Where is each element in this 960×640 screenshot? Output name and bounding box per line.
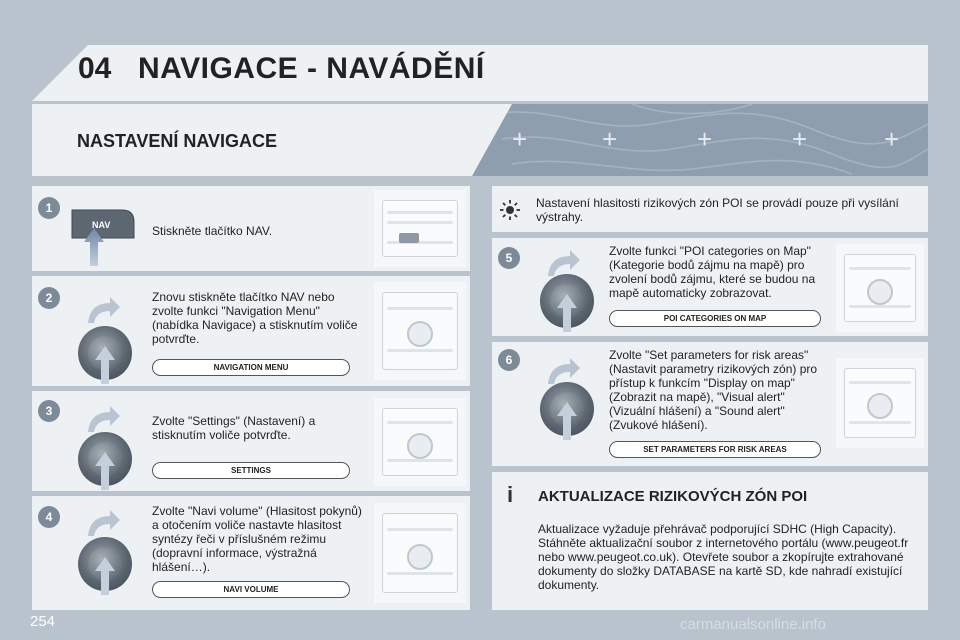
- press-arrow-icon: [84, 228, 104, 266]
- step-number-badge: 5: [498, 247, 520, 269]
- radio-panel-line: [387, 421, 453, 424]
- step-2-text: Znovu stiskněte tlačítko NAV nebo zvolte funkci "Navigation Menu" (nabídka Navigace) a stisknutím voliče potvrďte.: [152, 290, 358, 346]
- page-number: 254: [30, 613, 56, 630]
- radio-knob-thumbnail: [407, 433, 433, 459]
- radio-panel-line: [387, 211, 453, 214]
- radio-knob-thumbnail: [407, 321, 433, 347]
- nav-button-label: NAV: [92, 220, 111, 230]
- radio-panel-thumbnail: [374, 282, 466, 380]
- radio-panel-line: [387, 241, 453, 244]
- radio-panel-thumbnail: [374, 190, 466, 267]
- step-number-badge: 2: [38, 287, 60, 309]
- step-3-text: Zvolte "Settings" (Nastavení) a stisknutím voliče potvrďte.: [152, 414, 316, 442]
- radio-panel-thumbnail: [374, 503, 466, 603]
- step-4-text: Zvolte "Navi volume" (Hlasitost pokynů) a otočením voliče nastavte hlasitost syntézy řeči v příslušném režimu (dopravní informace, výstražná hlášení…).: [152, 504, 362, 574]
- plus-decoration: +: [602, 124, 618, 154]
- page-title: NAVIGACE - NAVÁDĚNÍ: [138, 52, 485, 85]
- radio-panel-frame: [844, 254, 916, 322]
- radio-knob-thumbnail: [867, 279, 893, 305]
- radio-panel-line: [387, 349, 453, 352]
- info-title: AKTUALIZACE RIZIKOVÝCH ZÓN POI: [538, 488, 808, 505]
- radio-panel-thumbnail: [836, 244, 924, 332]
- radio-panel-frame: [382, 513, 458, 593]
- menu-label-settings: SETTINGS: [152, 462, 350, 479]
- radio-panel-frame: [844, 368, 916, 438]
- step-number-badge: 6: [498, 349, 520, 371]
- rotate-arrow-icon: [86, 295, 122, 325]
- banner-diagonal: [472, 104, 512, 176]
- radio-panel-frame: [382, 408, 458, 476]
- rotate-arrow-icon: [86, 508, 122, 538]
- radio-knob-thumbnail: [867, 393, 893, 419]
- radio-panel-line: [849, 305, 911, 308]
- radio-panel-line: [387, 572, 453, 575]
- step-number-badge: 1: [38, 197, 60, 219]
- step-6-text: Zvolte "Set parameters for risk areas" (Nastavit parametry rizikových zón) pro přístup k funkcím "Display on map" (Zobrazit na mapě), "Visual alert" (Vizuální hlášení) a "Sound alert" (Zvukové hlášení).: [609, 348, 818, 432]
- press-arrow-icon: [557, 294, 577, 332]
- press-arrow-icon: [95, 346, 115, 384]
- plus-decoration: +: [884, 124, 900, 154]
- radio-panel-line: [387, 528, 453, 531]
- sun-icon: [500, 200, 520, 220]
- radio-panel-line: [849, 267, 911, 270]
- plus-decoration: +: [697, 124, 713, 154]
- tip-text: Nastavení hlasitosti rizikových zón POI se provádí pouze při vysílání výstrahy.: [536, 196, 899, 224]
- rotate-arrow-icon: [86, 404, 122, 434]
- info-icon: i: [506, 482, 514, 507]
- nav-button-highlight: [399, 233, 419, 243]
- radio-panel-line: [387, 459, 453, 462]
- chapter-number: 04: [78, 52, 112, 85]
- press-arrow-icon: [95, 452, 115, 490]
- radio-panel-line: [387, 307, 453, 310]
- section-title: NASTAVENÍ NAVIGACE: [77, 131, 278, 151]
- menu-label-poi-categories: POI CATEGORIES ON MAP: [609, 310, 821, 327]
- radio-panel-line: [849, 421, 911, 424]
- step-1-text: Stiskněte tlačítko NAV.: [152, 224, 273, 238]
- step-number-badge: 4: [38, 506, 60, 528]
- menu-label-risk-areas: SET PARAMETERS FOR RISK AREAS: [609, 441, 821, 458]
- step-5-text: Zvolte funkci "POI categories on Map" (Kategorie bodů zájmu na mapě) pro zvolení bodů zájmu, které se budou na mapě automaticky zobrazovat.: [609, 244, 816, 300]
- plus-decoration: +: [512, 124, 528, 154]
- info-text: Aktualizace vyžaduje přehrávač podporující SDHC (High Capacity). Stáhněte aktualizační soubor z internetového portálu (www.peugeot.fr nebo www.peugeot.co.uk). Otevřete soubor a zkopírujte extrahované dokumenty do složky DATABASE na kartě SD, kde nahradí existující dokumenty.: [538, 522, 909, 592]
- press-arrow-icon: [95, 557, 115, 595]
- press-arrow-icon: [557, 402, 577, 440]
- radio-panel-line: [387, 221, 453, 224]
- step-number-badge: 3: [38, 400, 60, 422]
- radio-panel-frame: [382, 292, 458, 370]
- radio-panel-frame: [382, 200, 458, 257]
- menu-label-navigation-menu: NAVIGATION MENU: [152, 359, 350, 376]
- watermark: carmanualsonline.info: [680, 616, 826, 633]
- menu-label-navi-volume: NAVI VOLUME: [152, 581, 350, 598]
- radio-panel-thumbnail: [374, 398, 466, 486]
- radio-knob-thumbnail: [407, 544, 433, 570]
- radio-panel-line: [849, 381, 911, 384]
- radio-panel-thumbnail: [836, 358, 924, 448]
- plus-decoration: +: [792, 124, 808, 154]
